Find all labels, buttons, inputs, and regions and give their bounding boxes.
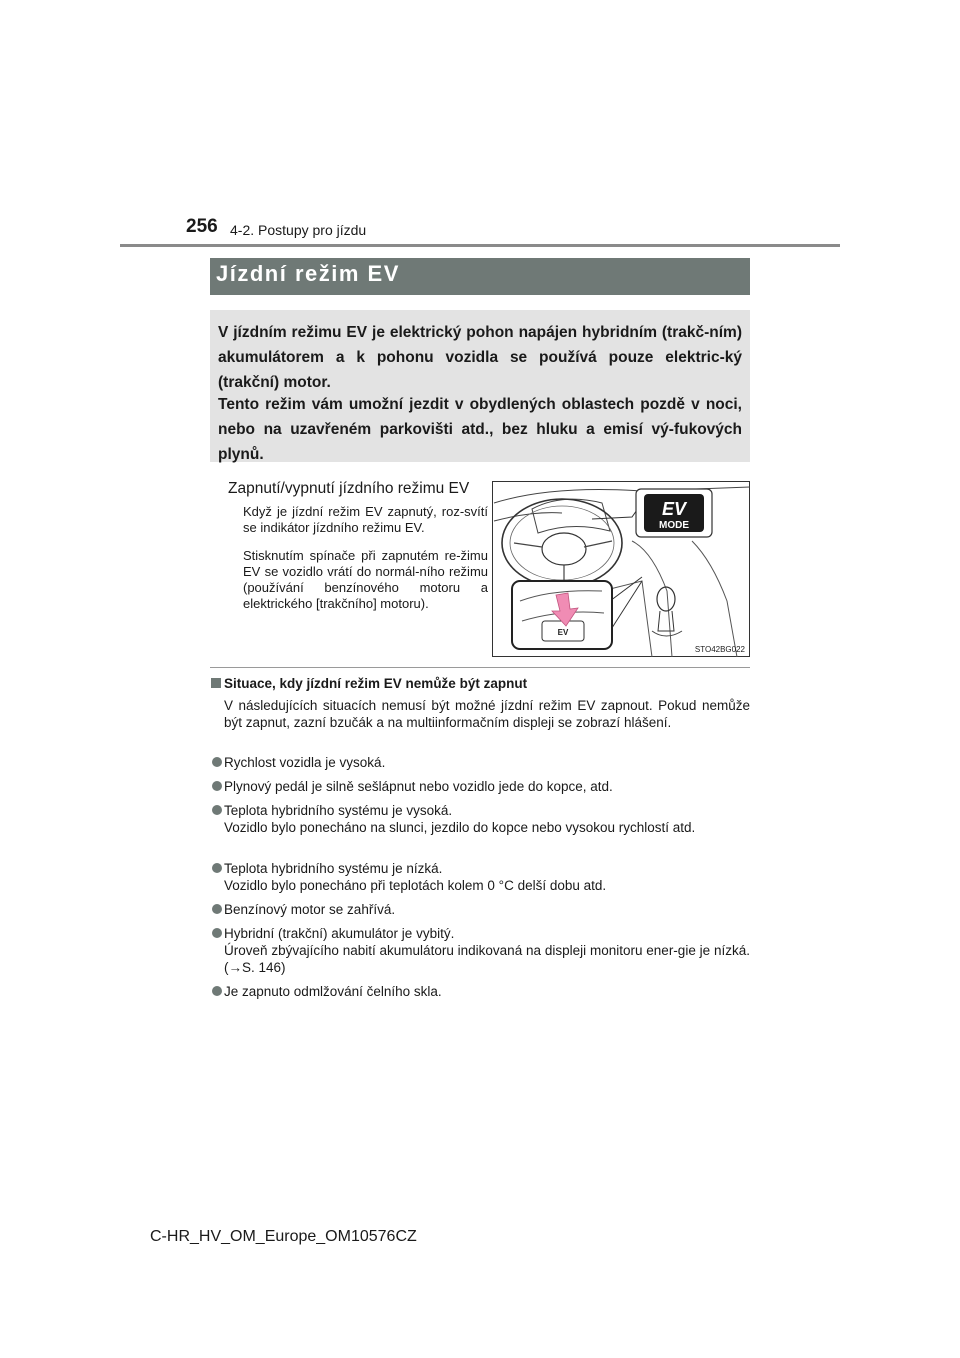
section-divider [210, 667, 750, 668]
intro-paragraph-1: V jízdním režimu EV je elektrický pohon napájen hybridním (trakč-ním) akumulátorem a k pohonu vozidla se používá pouze elektric-ký (trakční) motor. [218, 324, 742, 391]
toggle-heading: Zapnutí/vypnutí jízdního režimu EV [228, 480, 470, 497]
list-item-text: Hybridní (trakční) akumulátor je vybitý. [224, 926, 455, 941]
title-band [210, 258, 750, 295]
intro-paragraph-2: Tento režim vám umožní jezdit v obydlených oblastech pozdě v noci, nebo na uzavřeném parkovišti atd., bez hluku a emisí vý-fukových plynů. [218, 396, 742, 463]
intro-box [210, 310, 750, 462]
bullet-icon [212, 986, 222, 996]
bullet-icon [212, 863, 222, 873]
page-title: Jízdní režim EV [216, 261, 400, 286]
section-square-icon [211, 678, 221, 688]
bullet-icon [212, 904, 222, 914]
footer-manual-code: C-HR_HV_OM_Europe_OM10576CZ [150, 1228, 417, 1245]
badge-ev-text: EV [661, 499, 687, 519]
list-item-text: Teplota hybridního systému je vysoká. [224, 803, 453, 818]
list-item-text: Plynový pedál je silně sešlápnut nebo vozidlo jede do kopce, atd. [224, 779, 613, 794]
list-item-text: Je zapnuto odmlžování čelního skla. [224, 984, 442, 999]
list-item-text: Rychlost vozidla je vysoká. [224, 755, 386, 770]
toggle-text-1: Když je jízdní režim EV zapnutý, roz-svítí se indikátor jízdního režimu EV. [243, 504, 488, 535]
toggle-text-2: Stisknutím spínače při zapnutém re-žimu EV se vozidlo vrátí do normál-ního režimu (používání benzínového motoru a elektrického [trakčního] motoru). [243, 548, 488, 611]
bullet-icon [212, 928, 222, 938]
header-divider [120, 244, 840, 247]
list-item-subtext: Úroveň zbývajícího nabití akumulátoru indikovaná na displeji monitoru ener-gie je nízká. (→S. 146) [224, 943, 750, 975]
situations-heading: Situace, kdy jízdní režim EV nemůže být zapnut [224, 676, 528, 691]
bullet-icon [212, 781, 222, 791]
badge-mode-text: MODE [659, 520, 689, 531]
list-item-text: Teplota hybridního systému je nízká. [224, 861, 443, 876]
situations-intro: V následujících situacích nemusí být možné jízdní režim EV zapnout. Pokud nemůže být zapnut, zazní bzučák a na multiinformačním displeji se zobrazí hlášení. [224, 698, 750, 730]
list-item-text: Benzínový motor se zahřívá. [224, 902, 396, 917]
ev-switch-button-icon [542, 621, 584, 641]
button-ev-text: EV [557, 628, 569, 637]
ev-switch-illustration [492, 481, 750, 657]
section-title: 4-2. Postupy pro jízdu [230, 222, 367, 238]
illustration-code: STO42BG022 [694, 645, 745, 654]
page-number: 256 [186, 216, 218, 237]
ev-mode-icon [636, 489, 712, 537]
list-item-subtext: Vozidlo bylo ponecháno při teplotách kolem 0 °C delší dobu atd. [224, 878, 607, 893]
bullet-icon [212, 805, 222, 815]
bullet-icon [212, 757, 222, 767]
list-item-subtext: Vozidlo bylo ponecháno na slunci, jezdilo do kopce nebo vysokou rychlostí atd. [224, 820, 696, 835]
